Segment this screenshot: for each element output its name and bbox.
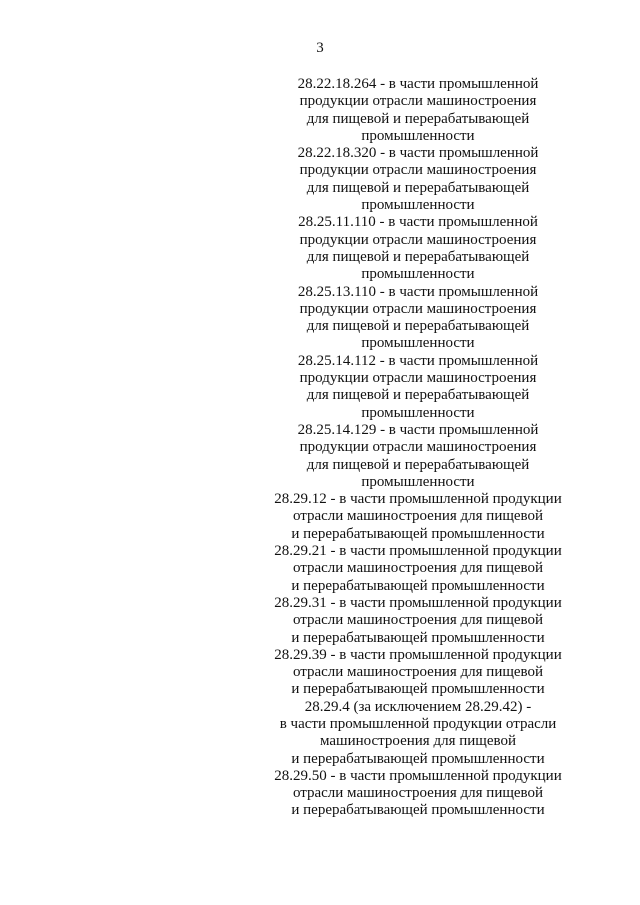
code-entry [268,422,568,491]
entry-line: промышленности [361,473,475,490]
entry-line: отрасли машиностроения для пищевой [292,612,544,629]
code-entry [268,543,568,595]
code-list [268,76,568,820]
entry-line: 28.25.14.129 - в части промышленной [297,421,539,438]
entry-line: для пищевой и перерабатывающей [306,179,530,196]
entry-line: продукции отрасли машиностроения [299,231,537,248]
entry-line: отрасли машиностроения для пищевой [292,785,544,802]
entry-line: отрасли машиностроения для пищевой [292,664,544,681]
entry-line: для пищевой и перерабатывающей [306,387,530,404]
entry-line: промышленности [361,335,475,352]
code-entry [268,491,568,543]
entry-line: промышленности [361,127,475,144]
entry-line: 28.29.39 - в части промышленной продукции [274,646,562,663]
entry-line: для пищевой и перерабатывающей [306,456,530,473]
entry-line: промышленности [361,404,475,421]
code-entry [268,76,568,145]
code-entry [268,145,568,214]
entry-line: 28.29.12 - в части промышленной продукции [274,491,562,508]
code-entry [268,699,568,768]
entry-line: и перерабатывающей промышленности [291,525,545,542]
entry-line: и перерабатывающей промышленности [291,629,545,646]
entry-line: промышленности [361,197,475,214]
entry-line: машиностроения для пищевой [319,733,516,750]
entry-line: 28.25.14.112 - в части промышленной [297,352,539,369]
entry-line: и перерабатывающей промышленности [291,750,545,767]
entry-line: 28.29.4 (за исключением 28.29.42) - [304,698,532,715]
code-entry [268,768,568,820]
entry-line: отрасли машиностроения для пищевой [292,560,544,577]
entry-line: 28.22.18.264 - в части промышленной [297,76,539,92]
code-entry [268,647,568,699]
entry-line: и перерабатывающей промышленности [291,577,545,594]
entry-line: отрасли машиностроения для пищевой [292,508,544,525]
entry-line: продукции отрасли машиностроения [299,370,537,387]
entry-line: 28.22.18.320 - в части промышленной [297,145,539,162]
entry-line: 28.25.11.110 - в части промышленной [298,214,538,231]
entry-line: 28.29.50 - в части промышленной продукции [274,767,562,784]
entry-line: в части промышленной продукции отрасли [279,715,557,732]
entry-line: продукции отрасли машиностроения [299,300,537,317]
entry-line: для пищевой и перерабатывающей [306,110,530,127]
entry-line: продукции отрасли машиностроения [299,439,537,456]
entry-line: 28.29.21 - в части промышленной продукции [274,543,562,560]
entry-line: и перерабатывающей промышленности [291,681,545,698]
entry-line: продукции отрасли машиностроения [299,162,537,179]
entry-line: продукции отрасли машиностроения [299,93,537,110]
page-number: 3 [316,40,324,56]
entry-line: промышленности [361,266,475,283]
entry-line: 28.25.13.110 - в части промышленной [297,283,539,300]
entry-line: для пищевой и перерабатывающей [306,318,530,335]
code-entry [268,284,568,353]
entry-line: для пищевой и перерабатывающей [306,248,530,265]
code-entry [268,595,568,647]
entry-line: и перерабатывающей промышленности [291,802,545,819]
code-entry [268,353,568,422]
entry-line: 28.29.31 - в части промышленной продукции [274,594,562,611]
code-entry [268,214,568,283]
